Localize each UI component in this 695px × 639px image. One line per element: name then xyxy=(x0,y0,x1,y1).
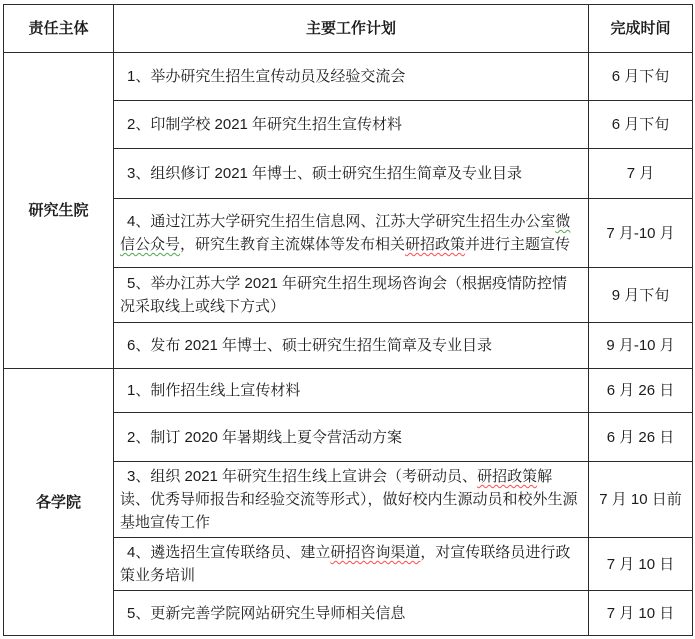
plan-text: 4、通过江苏大学研究生招生信息网、江苏大学研究生招生办公室 xyxy=(127,213,556,230)
time-cell: 7 月 10 日 xyxy=(589,538,693,591)
plan-cell: 6、发布 2021 年博士、硕士研究生招生简章及专业目录 xyxy=(114,323,589,369)
time-cell: 9 月下旬 xyxy=(589,268,693,323)
time-cell: 7 月-10 月 xyxy=(589,199,693,268)
plan-text: ，对宣传联络员进行政策业务培训 xyxy=(120,544,571,584)
plan-cell: 1、举办研究生招生宣传动员及经验交流会 xyxy=(114,53,589,101)
col-header-plan: 主要工作计划 xyxy=(114,5,589,53)
spell-check-underline-text: 研招咨询渠道 xyxy=(330,544,421,561)
time-cell: 6 月下旬 xyxy=(589,53,693,101)
plan-cell: 5、更新完善学院网站研究生导师相关信息 xyxy=(114,591,589,636)
plan-cell: 1、制作招生线上宣传材料 xyxy=(114,369,589,413)
col-header-responsible: 责任主体 xyxy=(4,5,114,53)
time-cell: 7 月 10 日 xyxy=(589,591,693,636)
spell-check-underline-text: 研招政策 xyxy=(477,468,538,485)
time-cell: 7 月 xyxy=(589,149,693,199)
time-cell: 6 月下旬 xyxy=(589,101,693,149)
spell-check-underline-text: 研招政策 xyxy=(405,236,466,253)
time-cell: 7 月 10 日前 xyxy=(589,462,693,538)
plan-cell: 3、组织修订 2021 年博士、硕士研究生招生简章及专业目录 xyxy=(114,149,589,199)
time-cell: 9 月-10 月 xyxy=(589,323,693,369)
col-header-time: 完成时间 xyxy=(589,5,693,53)
plan-text: 3、组织 2021 年研究生招生线上宣讲会（考研动员、 xyxy=(127,468,478,485)
plan-cell xyxy=(114,462,589,538)
header-row xyxy=(4,5,693,53)
plan-cell xyxy=(114,199,589,268)
time-cell: 6 月 26 日 xyxy=(589,413,693,462)
table-row xyxy=(4,53,693,101)
plan-text: 解读、优秀导师报告和经验交流等形式），做好校内生源动员和校外生源基地宣传工作 xyxy=(120,468,578,531)
owner-cell-graduate-school: 研究生院 xyxy=(4,53,114,369)
plan-text: 并进行主题宣传 xyxy=(465,236,571,253)
grammar-check-underline-text: 微信公众号 xyxy=(120,213,571,253)
owner-cell-colleges: 各学院 xyxy=(4,369,114,636)
plan-cell: 2、制订 2020 年暑期线上夏令营活动方案 xyxy=(114,413,589,462)
plan-text: ，研究生教育主流媒体等发布相关 xyxy=(180,236,406,253)
plan-cell: 5、举办江苏大学 2021 年研究生招生现场咨询会（根据疫情防控情况采取线上或线下方式） xyxy=(114,268,589,323)
plan-cell: 2、印制学校 2021 年研究生招生宣传材料 xyxy=(114,101,589,149)
plan-cell xyxy=(114,538,589,591)
work-plan-table xyxy=(3,4,693,636)
table-row xyxy=(4,369,693,413)
plan-text: 4、遴选招生宣传联络员、建立 xyxy=(127,544,331,561)
time-cell: 6 月 26 日 xyxy=(589,369,693,413)
